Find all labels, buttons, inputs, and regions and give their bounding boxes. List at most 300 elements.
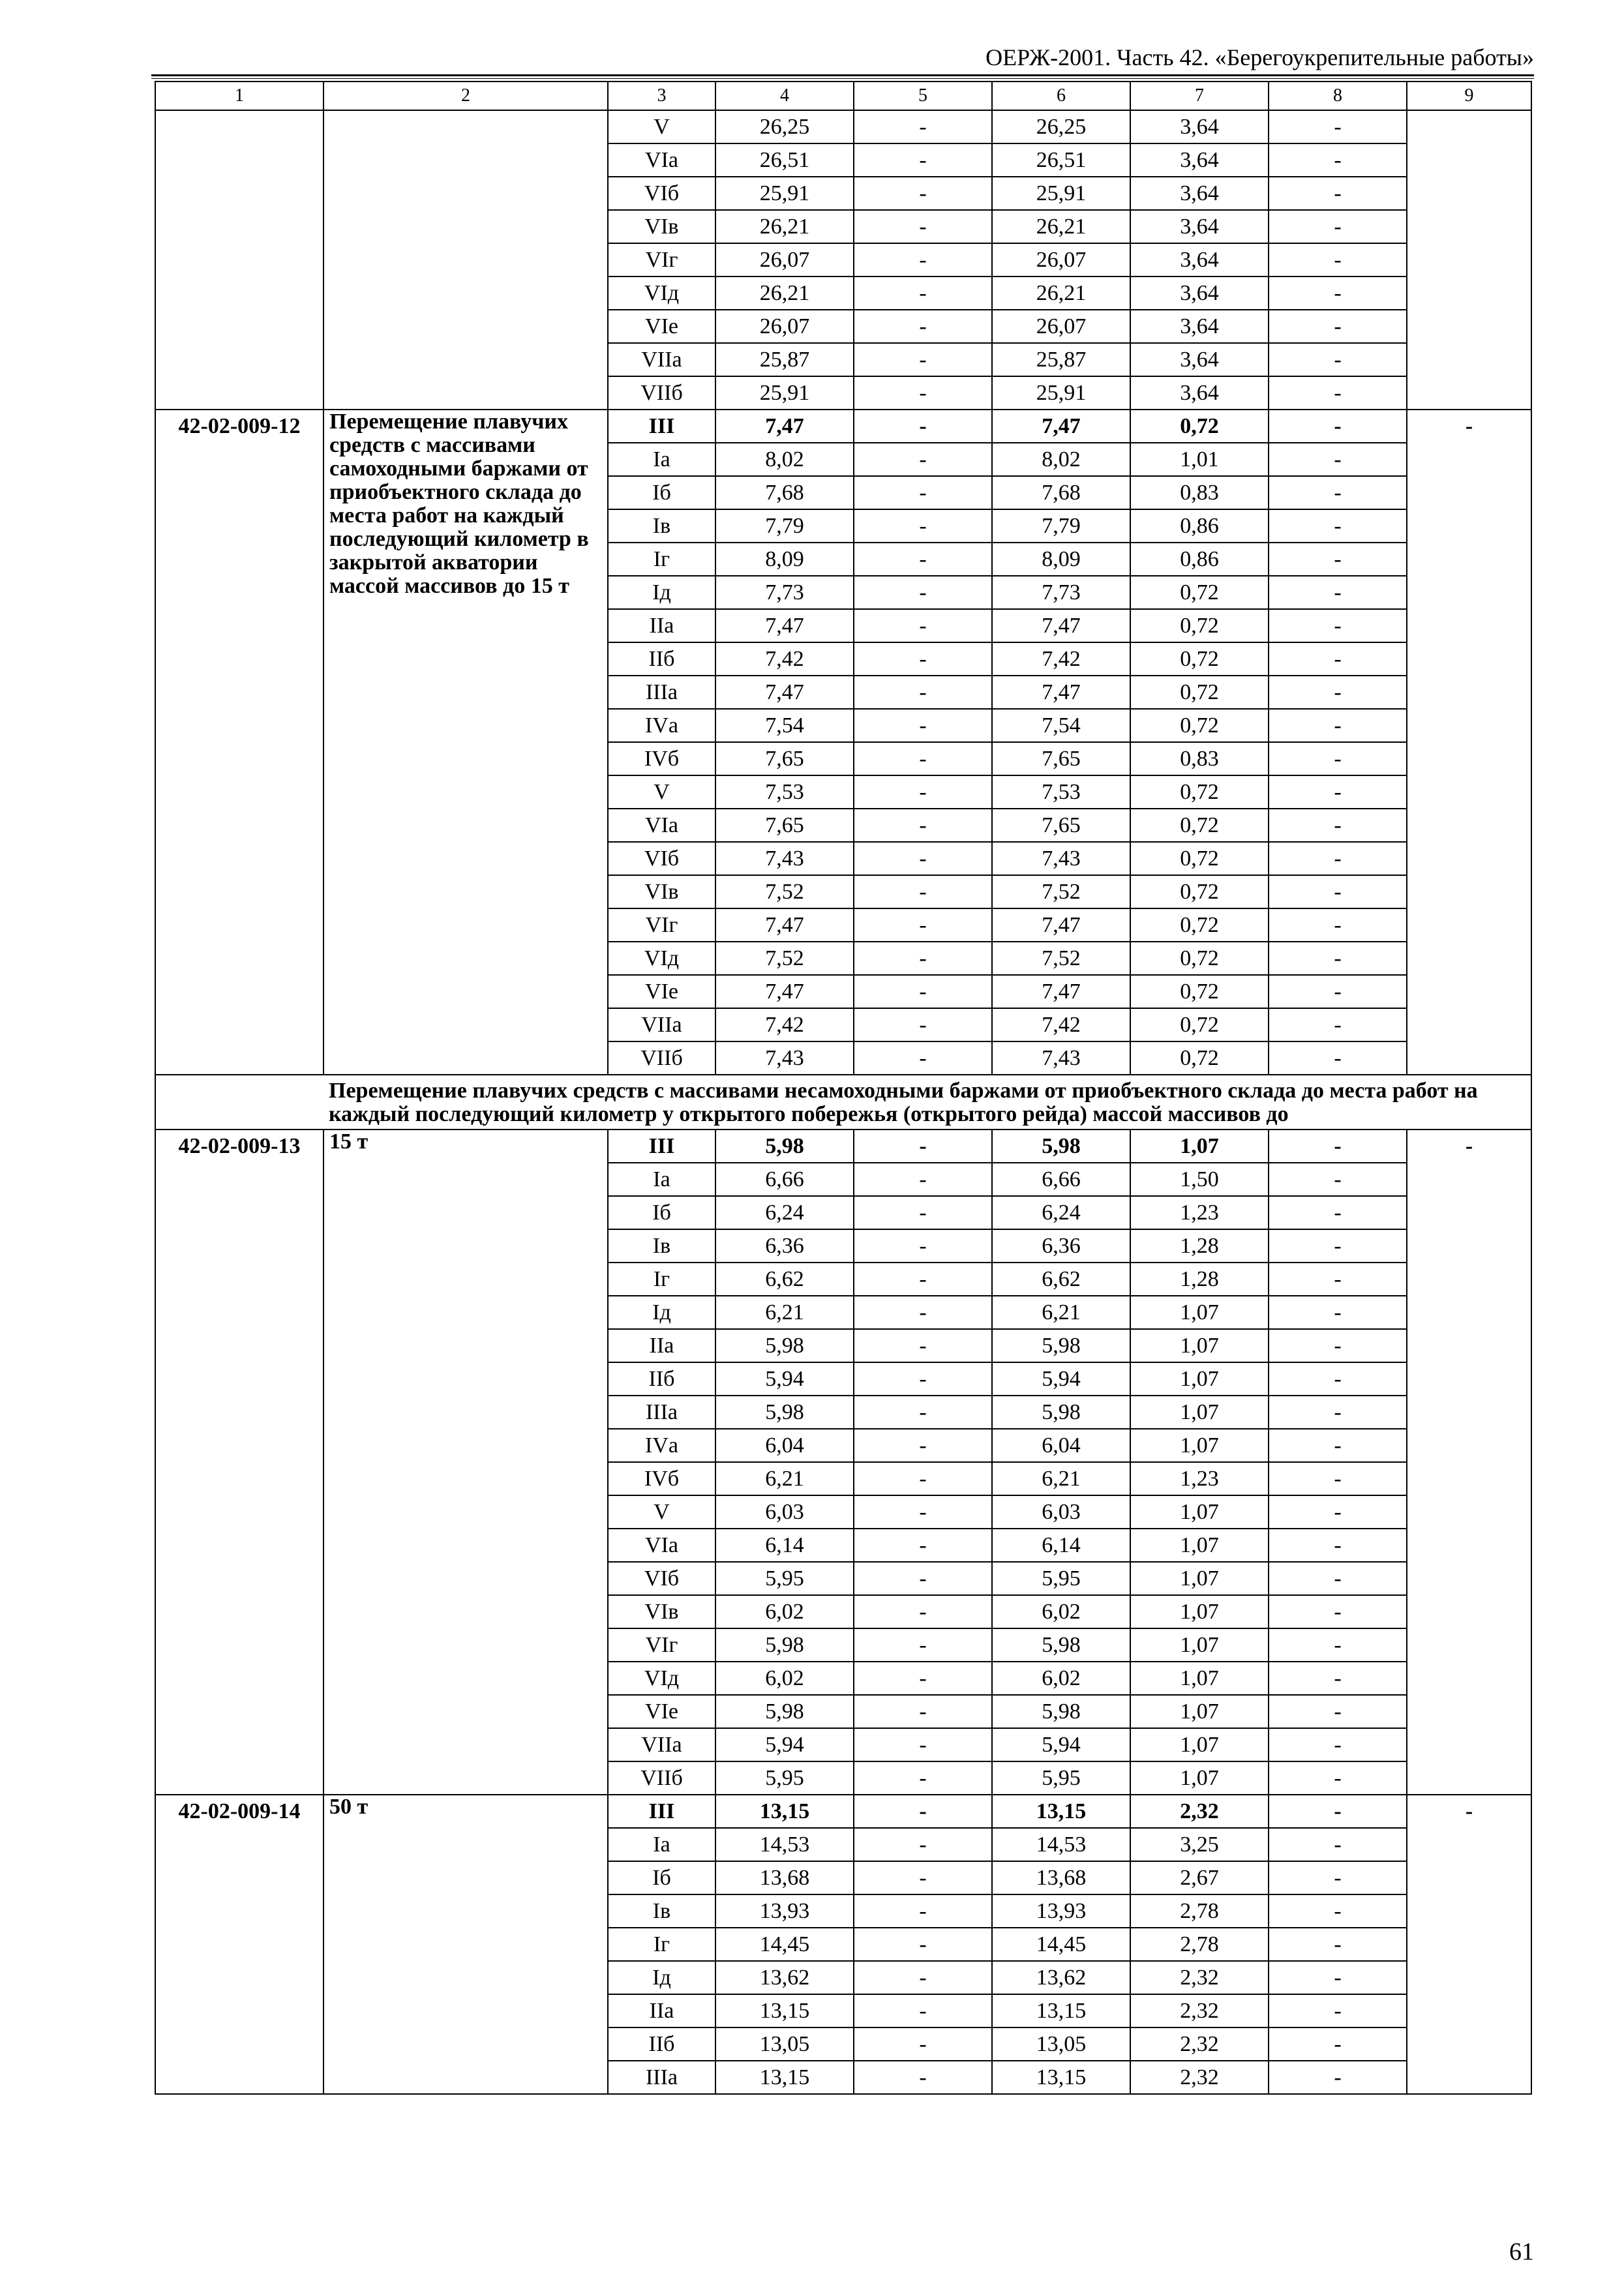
machines-cell: 7,52 <box>992 875 1130 908</box>
materials-cell: - <box>1269 1130 1407 1163</box>
materials-cell: - <box>1269 277 1407 310</box>
wages-cell: - <box>854 1229 992 1263</box>
category-cell: VIг <box>608 908 715 942</box>
materials-cell: - <box>1269 1662 1407 1695</box>
total-cost-cell: 6,04 <box>715 1429 854 1462</box>
wages-cell: - <box>854 1396 992 1429</box>
machines-cell: 5,98 <box>992 1396 1130 1429</box>
machines-cell: 7,47 <box>992 609 1130 642</box>
machinist-wages-cell: 1,07 <box>1130 1362 1269 1396</box>
total-cost-cell: 6,66 <box>715 1163 854 1196</box>
machinist-wages-cell: 2,32 <box>1130 2061 1269 2094</box>
wages-cell: - <box>854 476 992 509</box>
total-cost-cell: 6,62 <box>715 1263 854 1296</box>
rate-description: Перемещение плавучих средств с массивами самоходными баржами от приобъектного склада до места работ на каждый последующий километр в закрытой акватории массой массивов до 15 т <box>323 410 608 1075</box>
machines-cell: 7,47 <box>992 975 1130 1008</box>
category-cell: VIе <box>608 975 715 1008</box>
materials-cell: - <box>1269 1329 1407 1362</box>
total-cost-cell: 7,47 <box>715 609 854 642</box>
category-cell: IIб <box>608 642 715 676</box>
machinist-wages-cell: 0,72 <box>1130 942 1269 975</box>
materials-cell: - <box>1269 1728 1407 1761</box>
machinist-wages-cell: 0,83 <box>1130 742 1269 775</box>
materials-cell: - <box>1269 2061 1407 2094</box>
category-cell: Iб <box>608 1196 715 1229</box>
total-cost-cell: 5,94 <box>715 1362 854 1396</box>
category-cell: VIIб <box>608 1761 715 1795</box>
machines-cell: 25,87 <box>992 343 1130 376</box>
total-cost-cell: 5,98 <box>715 1130 854 1163</box>
category-cell: VIIа <box>608 1728 715 1761</box>
machines-cell: 5,98 <box>992 1130 1130 1163</box>
machines-cell: 8,09 <box>992 543 1130 576</box>
machines-cell: 6,04 <box>992 1429 1130 1462</box>
machines-cell: 7,54 <box>992 709 1130 742</box>
category-cell: IVб <box>608 742 715 775</box>
materials-cell: - <box>1269 243 1407 277</box>
category-cell: Iв <box>608 1229 715 1263</box>
column-number-row <box>155 82 1531 110</box>
column-number: 9 <box>1407 82 1531 110</box>
machines-cell: 14,53 <box>992 1828 1130 1861</box>
machinist-wages-cell: 3,64 <box>1130 177 1269 210</box>
total-cost-cell: 5,95 <box>715 1562 854 1595</box>
wages-cell: - <box>854 376 992 410</box>
total-cost-cell: 7,68 <box>715 476 854 509</box>
machines-cell: 7,47 <box>992 908 1130 942</box>
total-cost-cell: 6,02 <box>715 1662 854 1695</box>
machinist-wages-cell: 1,28 <box>1130 1229 1269 1263</box>
machines-cell: 26,07 <box>992 310 1130 343</box>
materials-cell: - <box>1269 609 1407 642</box>
total-cost-cell: 26,21 <box>715 277 854 310</box>
category-cell: IVа <box>608 1429 715 1462</box>
machines-cell: 7,42 <box>992 1008 1130 1041</box>
category-cell: VIIа <box>608 1008 715 1041</box>
category-cell: VIб <box>608 842 715 875</box>
machines-cell: 7,52 <box>992 942 1130 975</box>
wages-cell: - <box>854 1008 992 1041</box>
total-cost-cell: 26,07 <box>715 243 854 277</box>
column-number: 5 <box>854 82 992 110</box>
materials-cell: - <box>1269 543 1407 576</box>
wages-cell: - <box>854 875 992 908</box>
materials-cell: - <box>1269 742 1407 775</box>
total-cost-cell: 6,21 <box>715 1296 854 1329</box>
category-cell: VIб <box>608 1562 715 1595</box>
total-cost-cell: 7,53 <box>715 775 854 809</box>
machinist-wages-cell: 0,72 <box>1130 1008 1269 1041</box>
machinist-wages-cell: 3,64 <box>1130 343 1269 376</box>
total-cost-cell: 7,52 <box>715 875 854 908</box>
category-cell: IIб <box>608 1362 715 1396</box>
machinist-wages-cell: 1,07 <box>1130 1495 1269 1529</box>
machines-cell: 6,66 <box>992 1163 1130 1196</box>
machinist-wages-cell: 2,32 <box>1130 1994 1269 2027</box>
wages-cell: - <box>854 1462 992 1495</box>
machines-cell: 6,02 <box>992 1662 1130 1695</box>
machinist-wages-cell: 0,72 <box>1130 642 1269 676</box>
total-cost-cell: 13,15 <box>715 1994 854 2027</box>
machinist-wages-cell: 1,07 <box>1130 1728 1269 1761</box>
total-cost-cell: 5,98 <box>715 1695 854 1728</box>
machines-cell: 7,47 <box>992 676 1130 709</box>
machinist-wages-cell: 1,07 <box>1130 1296 1269 1329</box>
machinist-wages-cell: 0,72 <box>1130 809 1269 842</box>
machinist-wages-cell: 3,64 <box>1130 143 1269 177</box>
column-number: 4 <box>715 82 854 110</box>
machines-cell: 26,07 <box>992 243 1130 277</box>
machines-cell: 26,25 <box>992 110 1130 143</box>
machinist-wages-cell: 2,32 <box>1130 1795 1269 1828</box>
wages-cell: - <box>854 210 992 243</box>
category-cell: VIг <box>608 1628 715 1662</box>
rate-code-empty <box>155 110 323 410</box>
total-cost-cell: 13,15 <box>715 2061 854 2094</box>
category-cell: VIа <box>608 143 715 177</box>
total-cost-cell: 7,52 <box>715 942 854 975</box>
machinist-wages-cell: 0,83 <box>1130 476 1269 509</box>
category-cell: VIв <box>608 875 715 908</box>
machines-cell: 7,43 <box>992 842 1130 875</box>
machines-cell: 6,14 <box>992 1529 1130 1562</box>
machinist-wages-cell: 1,28 <box>1130 1263 1269 1296</box>
wages-cell: - <box>854 775 992 809</box>
category-cell: V <box>608 775 715 809</box>
machinist-wages-cell: 1,07 <box>1130 1429 1269 1462</box>
materials-cell: - <box>1269 310 1407 343</box>
machinist-wages-cell: 0,86 <box>1130 543 1269 576</box>
machinist-wages-cell: 1,07 <box>1130 1761 1269 1795</box>
wages-cell: - <box>854 1828 992 1861</box>
total-cost-cell: 7,47 <box>715 410 854 443</box>
machines-cell: 6,62 <box>992 1263 1130 1296</box>
materials-cell: - <box>1269 1994 1407 2027</box>
materials-cell: - <box>1269 376 1407 410</box>
total-cost-cell: 6,03 <box>715 1495 854 1529</box>
machines-cell: 7,42 <box>992 642 1130 676</box>
category-cell: V <box>608 110 715 143</box>
category-cell: VIIа <box>608 343 715 376</box>
header-rule <box>151 74 1534 76</box>
wages-cell: - <box>854 1562 992 1595</box>
total-cost-cell: 7,43 <box>715 842 854 875</box>
category-cell: Iд <box>608 576 715 609</box>
total-cost-cell: 13,93 <box>715 1894 854 1928</box>
category-cell: III <box>608 1130 715 1163</box>
notes-cell: - <box>1407 410 1531 1075</box>
category-cell: VIг <box>608 243 715 277</box>
total-cost-cell: 6,02 <box>715 1595 854 1628</box>
wages-cell: - <box>854 310 992 343</box>
wages-cell: - <box>854 1961 992 1994</box>
materials-cell: - <box>1269 177 1407 210</box>
table-row <box>155 410 1531 443</box>
machines-cell: 25,91 <box>992 376 1130 410</box>
page-number: 61 <box>1509 2238 1534 2266</box>
total-cost-cell: 7,42 <box>715 1008 854 1041</box>
wages-cell: - <box>854 1628 992 1662</box>
total-cost-cell: 6,24 <box>715 1196 854 1229</box>
machines-cell: 8,02 <box>992 443 1130 476</box>
machinist-wages-cell: 0,72 <box>1130 609 1269 642</box>
category-cell: III <box>608 1795 715 1828</box>
machinist-wages-cell: 0,72 <box>1130 908 1269 942</box>
total-cost-cell: 8,02 <box>715 443 854 476</box>
machines-cell: 5,95 <box>992 1562 1130 1595</box>
machinist-wages-cell: 1,23 <box>1130 1196 1269 1229</box>
wages-cell: - <box>854 742 992 775</box>
materials-cell: - <box>1269 1795 1407 1828</box>
machines-cell: 6,21 <box>992 1296 1130 1329</box>
wages-cell: - <box>854 709 992 742</box>
materials-cell: - <box>1269 1529 1407 1562</box>
total-cost-cell: 7,42 <box>715 642 854 676</box>
wages-cell: - <box>854 1329 992 1362</box>
wages-cell: - <box>854 1994 992 2027</box>
machines-cell: 5,98 <box>992 1695 1130 1728</box>
category-cell: VIа <box>608 809 715 842</box>
category-cell: Iб <box>608 1861 715 1894</box>
total-cost-cell: 7,47 <box>715 975 854 1008</box>
total-cost-cell: 5,95 <box>715 1761 854 1795</box>
materials-cell: - <box>1269 1229 1407 1263</box>
materials-cell: - <box>1269 842 1407 875</box>
machinist-wages-cell: 3,25 <box>1130 1828 1269 1861</box>
category-cell: IVа <box>608 709 715 742</box>
total-cost-cell: 13,15 <box>715 1795 854 1828</box>
materials-cell: - <box>1269 509 1407 543</box>
section-code-empty <box>155 1075 323 1130</box>
machinist-wages-cell: 2,32 <box>1130 1961 1269 1994</box>
wages-cell: - <box>854 443 992 476</box>
wages-cell: - <box>854 1861 992 1894</box>
machinist-wages-cell: 0,72 <box>1130 676 1269 709</box>
total-cost-cell: 26,07 <box>715 310 854 343</box>
materials-cell: - <box>1269 210 1407 243</box>
materials-cell: - <box>1269 576 1407 609</box>
machines-cell: 13,68 <box>992 1861 1130 1894</box>
category-cell: Iг <box>608 543 715 576</box>
total-cost-cell: 7,65 <box>715 809 854 842</box>
table-row <box>155 1130 1531 1163</box>
wages-cell: - <box>854 1263 992 1296</box>
wages-cell: - <box>854 543 992 576</box>
total-cost-cell: 7,54 <box>715 709 854 742</box>
wages-cell: - <box>854 609 992 642</box>
machines-cell: 13,05 <box>992 2027 1130 2061</box>
machines-cell: 5,98 <box>992 1628 1130 1662</box>
wages-cell: - <box>854 1761 992 1795</box>
machines-cell: 26,21 <box>992 210 1130 243</box>
wages-cell: - <box>854 1041 992 1075</box>
category-cell: Iг <box>608 1263 715 1296</box>
materials-cell: - <box>1269 1196 1407 1229</box>
category-cell: VIIб <box>608 1041 715 1075</box>
wages-cell: - <box>854 1928 992 1961</box>
wages-cell: - <box>854 1362 992 1396</box>
machinist-wages-cell: 0,72 <box>1130 709 1269 742</box>
total-cost-cell: 25,87 <box>715 343 854 376</box>
category-cell: Iг <box>608 1928 715 1961</box>
materials-cell: - <box>1269 1041 1407 1075</box>
wages-cell: - <box>854 343 992 376</box>
machinist-wages-cell: 1,01 <box>1130 443 1269 476</box>
wages-cell: - <box>854 1662 992 1695</box>
wages-cell: - <box>854 1795 992 1828</box>
wages-cell: - <box>854 1130 992 1163</box>
column-number: 2 <box>323 82 608 110</box>
materials-cell: - <box>1269 2027 1407 2061</box>
table-row <box>155 110 1531 143</box>
materials-cell: - <box>1269 1008 1407 1041</box>
total-cost-cell: 13,68 <box>715 1861 854 1894</box>
total-cost-cell: 5,98 <box>715 1329 854 1362</box>
machines-cell: 26,21 <box>992 277 1130 310</box>
category-cell: Iа <box>608 1828 715 1861</box>
total-cost-cell: 5,94 <box>715 1728 854 1761</box>
wages-cell: - <box>854 975 992 1008</box>
total-cost-cell: 7,65 <box>715 742 854 775</box>
materials-cell: - <box>1269 942 1407 975</box>
wages-cell: - <box>854 2027 992 2061</box>
category-cell: IIIа <box>608 2061 715 2094</box>
wages-cell: - <box>854 1429 992 1462</box>
wages-cell: - <box>854 1894 992 1928</box>
wages-cell: - <box>854 177 992 210</box>
total-cost-cell: 13,05 <box>715 2027 854 2061</box>
machinist-wages-cell: 3,64 <box>1130 310 1269 343</box>
machinist-wages-cell: 1,07 <box>1130 1662 1269 1695</box>
machines-cell: 14,45 <box>992 1928 1130 1961</box>
machinist-wages-cell: 1,07 <box>1130 1628 1269 1662</box>
machines-cell: 5,98 <box>992 1329 1130 1362</box>
wages-cell: - <box>854 243 992 277</box>
machinist-wages-cell: 3,64 <box>1130 277 1269 310</box>
wages-cell: - <box>854 642 992 676</box>
total-cost-cell: 13,62 <box>715 1961 854 1994</box>
materials-cell: - <box>1269 775 1407 809</box>
category-cell: Iд <box>608 1296 715 1329</box>
wages-cell: - <box>854 1728 992 1761</box>
wages-cell: - <box>854 143 992 177</box>
machinist-wages-cell: 1,07 <box>1130 1595 1269 1628</box>
machines-cell: 5,94 <box>992 1728 1130 1761</box>
wages-cell: - <box>854 1163 992 1196</box>
total-cost-cell: 26,25 <box>715 110 854 143</box>
materials-cell: - <box>1269 1495 1407 1529</box>
rate-code: 42-02-009-14 <box>155 1795 323 2094</box>
materials-cell: - <box>1269 476 1407 509</box>
materials-cell: - <box>1269 1861 1407 1894</box>
category-cell: Iа <box>608 1163 715 1196</box>
materials-cell: - <box>1269 410 1407 443</box>
wages-cell: - <box>854 509 992 543</box>
wages-cell: - <box>854 110 992 143</box>
machines-cell: 6,21 <box>992 1462 1130 1495</box>
wages-cell: - <box>854 1529 992 1562</box>
machinist-wages-cell: 0,72 <box>1130 576 1269 609</box>
machines-cell: 13,15 <box>992 1795 1130 1828</box>
materials-cell: - <box>1269 1562 1407 1595</box>
materials-cell: - <box>1269 676 1407 709</box>
category-cell: IIIа <box>608 1396 715 1429</box>
wages-cell: - <box>854 809 992 842</box>
machines-cell: 7,53 <box>992 775 1130 809</box>
rate-description: 50 т <box>323 1795 608 2094</box>
notes-cell <box>1407 110 1531 410</box>
table-body <box>155 82 1531 2094</box>
materials-cell: - <box>1269 1263 1407 1296</box>
machinist-wages-cell: 1,07 <box>1130 1329 1269 1362</box>
rate-code: 42-02-009-12 <box>155 410 323 1075</box>
materials-cell: - <box>1269 908 1407 942</box>
materials-cell: - <box>1269 875 1407 908</box>
category-cell: IVб <box>608 1462 715 1495</box>
category-cell: IIа <box>608 1329 715 1362</box>
wages-cell: - <box>854 2061 992 2094</box>
rates-table <box>155 81 1532 2095</box>
section-heading: Перемещение плавучих средств с массивами несамоходными баржами от приобъектного склада до места работ на каждый последующий километр у открытого побережья (открытого рейда) массой массивов до <box>323 1075 1531 1130</box>
total-cost-cell: 6,36 <box>715 1229 854 1263</box>
category-cell: V <box>608 1495 715 1529</box>
total-cost-cell: 7,47 <box>715 908 854 942</box>
materials-cell: - <box>1269 809 1407 842</box>
category-cell: VIIб <box>608 376 715 410</box>
machinist-wages-cell: 0,72 <box>1130 775 1269 809</box>
machinist-wages-cell: 0,72 <box>1130 842 1269 875</box>
total-cost-cell: 5,98 <box>715 1396 854 1429</box>
materials-cell: - <box>1269 1695 1407 1728</box>
category-cell: VIд <box>608 277 715 310</box>
total-cost-cell: 14,45 <box>715 1928 854 1961</box>
category-cell: VIд <box>608 942 715 975</box>
machinist-wages-cell: 1,07 <box>1130 1562 1269 1595</box>
category-cell: VIв <box>608 210 715 243</box>
section-heading-row <box>155 1075 1531 1130</box>
wages-cell: - <box>854 410 992 443</box>
machines-cell: 13,93 <box>992 1894 1130 1928</box>
category-cell: Iа <box>608 443 715 476</box>
materials-cell: - <box>1269 1828 1407 1861</box>
total-cost-cell: 25,91 <box>715 376 854 410</box>
total-cost-cell: 6,21 <box>715 1462 854 1495</box>
machines-cell: 7,79 <box>992 509 1130 543</box>
wages-cell: - <box>854 576 992 609</box>
machines-cell: 6,24 <box>992 1196 1130 1229</box>
total-cost-cell: 6,14 <box>715 1529 854 1562</box>
materials-cell: - <box>1269 1894 1407 1928</box>
materials-cell: - <box>1269 443 1407 476</box>
machines-cell: 7,43 <box>992 1041 1130 1075</box>
category-cell: Iд <box>608 1961 715 1994</box>
total-cost-cell: 7,47 <box>715 676 854 709</box>
category-cell: IIа <box>608 609 715 642</box>
machinist-wages-cell: 0,72 <box>1130 875 1269 908</box>
machines-cell: 5,94 <box>992 1362 1130 1396</box>
machinist-wages-cell: 1,07 <box>1130 1396 1269 1429</box>
notes-cell: - <box>1407 1795 1531 2094</box>
machines-cell: 25,91 <box>992 177 1130 210</box>
machines-cell: 7,73 <box>992 576 1130 609</box>
machinist-wages-cell: 3,64 <box>1130 110 1269 143</box>
wages-cell: - <box>854 942 992 975</box>
machinist-wages-cell: 3,64 <box>1130 376 1269 410</box>
machines-cell: 26,51 <box>992 143 1130 177</box>
materials-cell: - <box>1269 1628 1407 1662</box>
total-cost-cell: 5,98 <box>715 1628 854 1662</box>
machines-cell: 5,95 <box>992 1761 1130 1795</box>
